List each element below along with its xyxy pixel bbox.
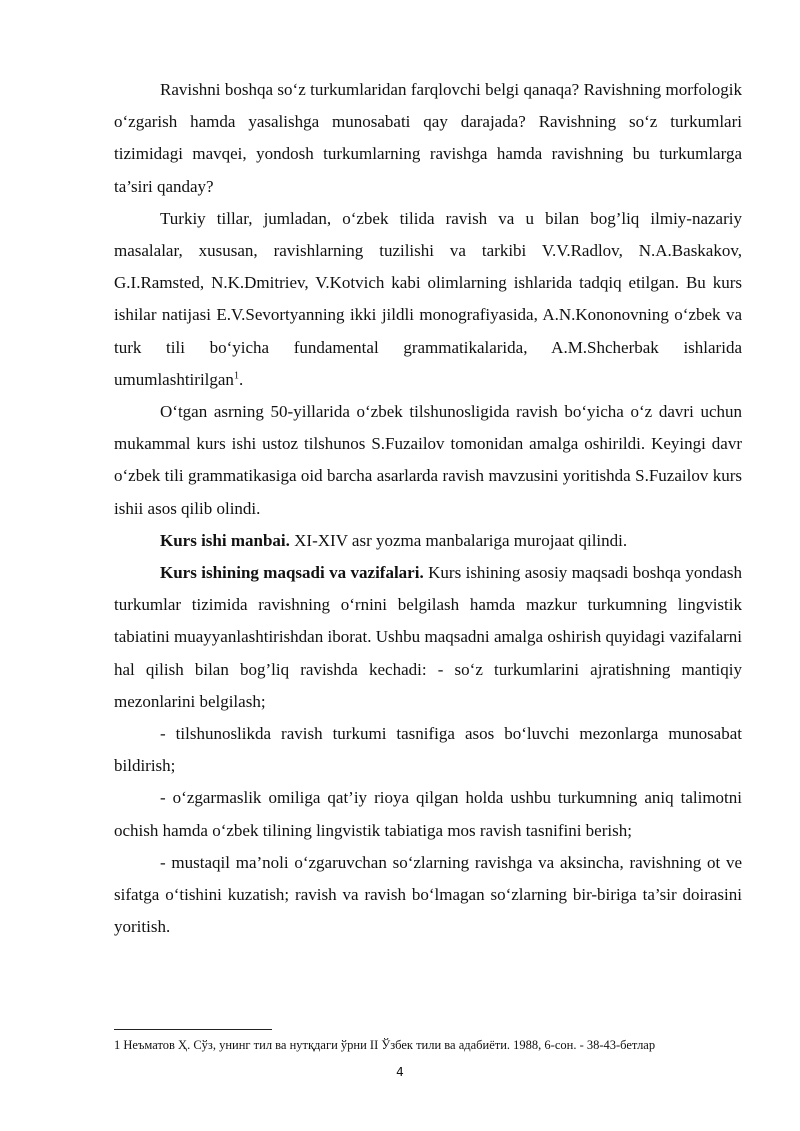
list-item-1: - tilshunoslikda ravish turkumi tasnifiga asos bo‘luvchi mezonlarga munosabat bildirish;: [114, 724, 742, 776]
section-heading-goals: Kurs ishining maqsadi va vazifalari.: [160, 563, 424, 583]
paragraph-4-text: XI-XIV asr yozma manbalariga murojaat qilindi.: [289, 530, 628, 550]
footnote-divider: [114, 1029, 272, 1030]
paragraph-2-text: Turkiy tillar, jumladan, o‘zbek tilida ravish va u bilan bog’liq ilmiy-nazariy masalalar, xususan, ravishlarning tuzilishi va tarkibi V.V.Radlov, N.A.Baskakov, G.I.Ramsted, N.K.Dmitriev, V.Kotvich kabi olimlarning ishlarida tadqiq etilgan. Bu kurs ishilar natijasi E.V.Sevortyanning ikki jildli monografiyasida, A.N.Kononovning o‘zbek va turk tili bo‘yicha fundamental grammatikalarida, A.M.Shcherbak ishlarida umumlashtirilgan: [114, 208, 742, 389]
section-heading-source: Kurs ishi manbai.: [160, 530, 290, 550]
paragraph-2: [114, 203, 742, 396]
list-item-2: - o‘zgarmaslik omiliga qat’iy rioya qilgan holda ushbu turkumning aniq talimotni ochish hamda o‘zbek tilining lingvistik tabiatiga mos ravish tasnifini berish;: [114, 788, 742, 840]
paragraph-1: Ravishni boshqa so‘z turkumlaridan farqlovchi belgi qanaqa? Ravishning morfologik o‘zgarish hamda yasalishga munosabati qay darajada? Ravishning so‘z turkumlari tizimidagi mavqei, yondosh turkumlarning ravishga hamda ravishning bu turkumlarga ta’siri qanday?: [114, 80, 742, 196]
footnote: 1 Неъматов Ҳ. Сўз, унинг тил ва нутқдаги ўрни II Ўзбек тили ва адабиёти. 1988, 6-сон. - 38-43-бетлар: [114, 1038, 656, 1052]
footnote-ref[interactable]: 1: [233, 370, 239, 382]
list-item-3: - mustaqil ma’noli o‘zgaruvchan so‘zlarning ravishga va aksincha, ravishning ot ve sifatga o‘tishini kuzatish; ravish va ravish bo‘lmagan so‘zlarning bir-biriga ta’sir doirasini yoritish.: [114, 852, 742, 937]
page-number: 4: [396, 1065, 404, 1079]
paragraph-4: [114, 525, 742, 557]
paragraph-5-text: Kurs ishining asosiy maqsadi boshqa yondash turkumlar tizimida ravishning o‘rnini belgilash hamda mazkur turkumning lingvistik tabiatini muayyanlashtirishdan iborat. Ushbu maqsadni amalga oshirish quyidagi vazifalarni hal qilish bilan bog’liq ravishda kechadi: - so‘z turkumlarini ajratishning mantiqiy mezonlarini belgilash;: [114, 563, 742, 711]
body-text: [114, 74, 742, 943]
paragraph-3: O‘tgan asrning 50-yillarida o‘zbek tilshunosligida ravish bo‘yicha o‘z davri uchun mukammal kurs ishi ustoz tilshunos S.Fuzailov tomonidan amalga oshirildi. Keyingi davr o‘zbek tili grammatikasiga oid barcha asarlarda ravish mavzusini yoritishda S.Fuzailov kurs ishii asos qilib olindi.: [114, 402, 742, 518]
paragraph-5: [114, 557, 742, 718]
paragraph-2-end: .: [238, 369, 244, 389]
